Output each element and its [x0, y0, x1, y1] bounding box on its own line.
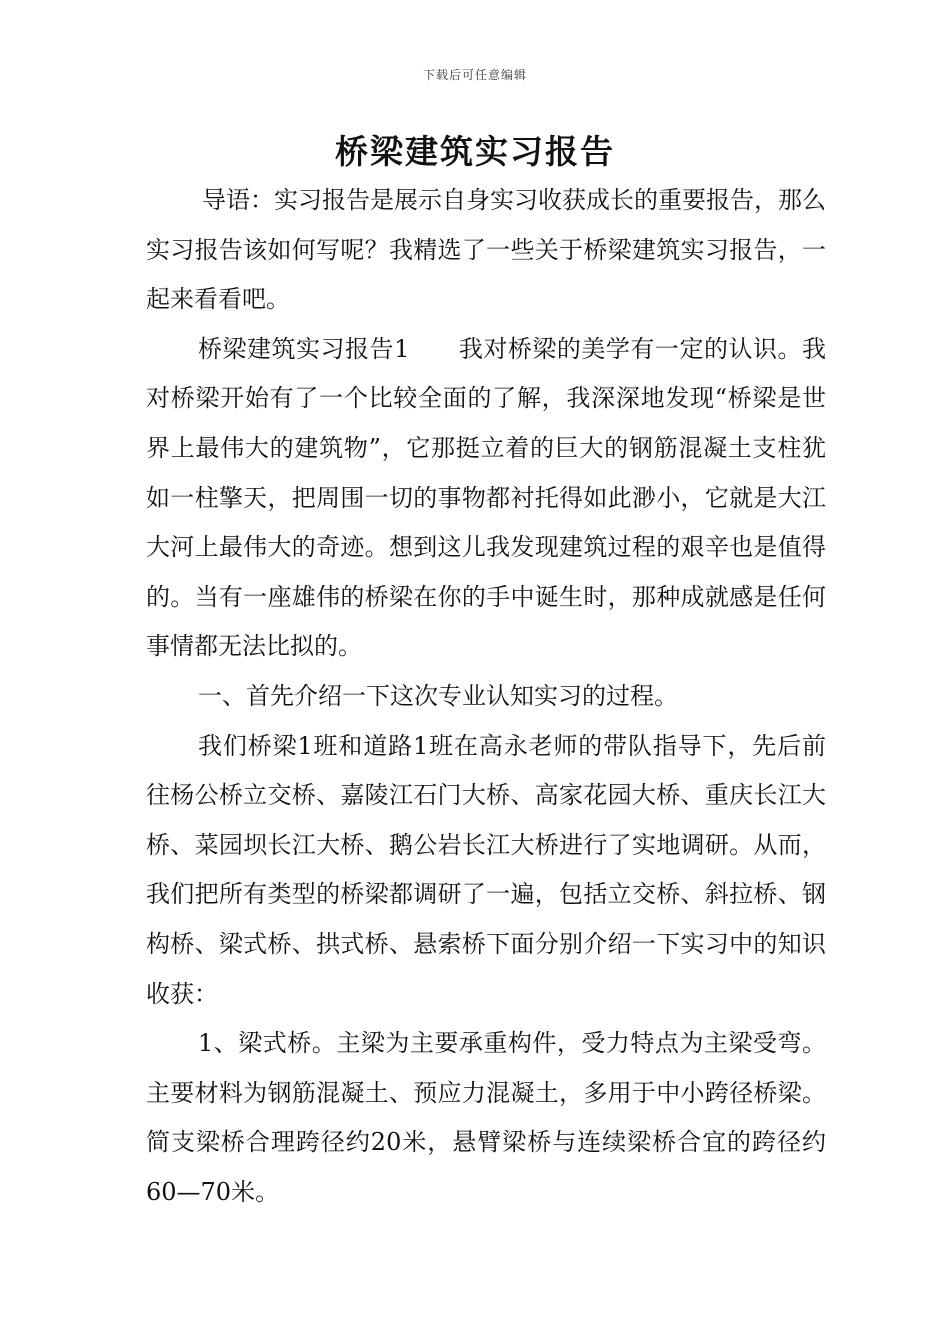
header-note: 下载后可任意编辑 [422, 68, 527, 82]
paragraph-section-1: 一、首先介绍一下这次专业认知实习的过程。 [198, 681, 678, 710]
paragraph-visits: 我们桥梁1班和道路1班在高永老师的带队指导下，先后前往杨公桥立交桥、嘉陵江石门大桥、高家花园大桥、重庆长江大桥、菜园坝长江大桥、鹅公岩长江大桥进行了实地调研。从而，我们把所有类型的桥梁都调研了一遍，包括立交桥、斜拉桥、钢构桥、梁式桥、拱式桥、悬索桥下面分别介绍一下实习中的知识收获： [146, 731, 826, 1008]
document-body [146, 176, 826, 1217]
paragraph-report-1: 桥梁建筑实习报告1 我对桥梁的美学有一定的认识。我对桥梁开始有了一个比较全面的了解，我深深地发现“桥梁是世界上最伟大的建筑物”，它那挺立着的巨大的钢筋混凝土支柱犹如一柱擎天，把周围一切的事物都衬托得如此渺小，它就是大江大河上最伟大的奇迹。想到这儿我发现建筑过程的艰辛也是值得的。当有一座雄伟的桥梁在你的手中诞生时，那种成就感是任何事情都无法比拟的。 [146, 334, 826, 661]
page-title: 桥梁建筑实习报告 [335, 132, 615, 171]
paragraph-beam-bridge: 1、梁式桥。主梁为主要承重构件，受力特点为主梁受弯。主要材料为钢筋混凝土、预应力混凝土，多用于中小跨径桥梁。简支梁桥合理跨径约20米，悬臂梁桥与连续梁桥合宜的跨径约60—70米。 [146, 1029, 826, 1206]
paragraph-intro: 导语：实习报告是展示自身实习收获成长的重要报告，那么实习报告该如何写呢？我精选了一些关于桥梁建筑实习报告，一起来看看吧。 [146, 186, 826, 314]
